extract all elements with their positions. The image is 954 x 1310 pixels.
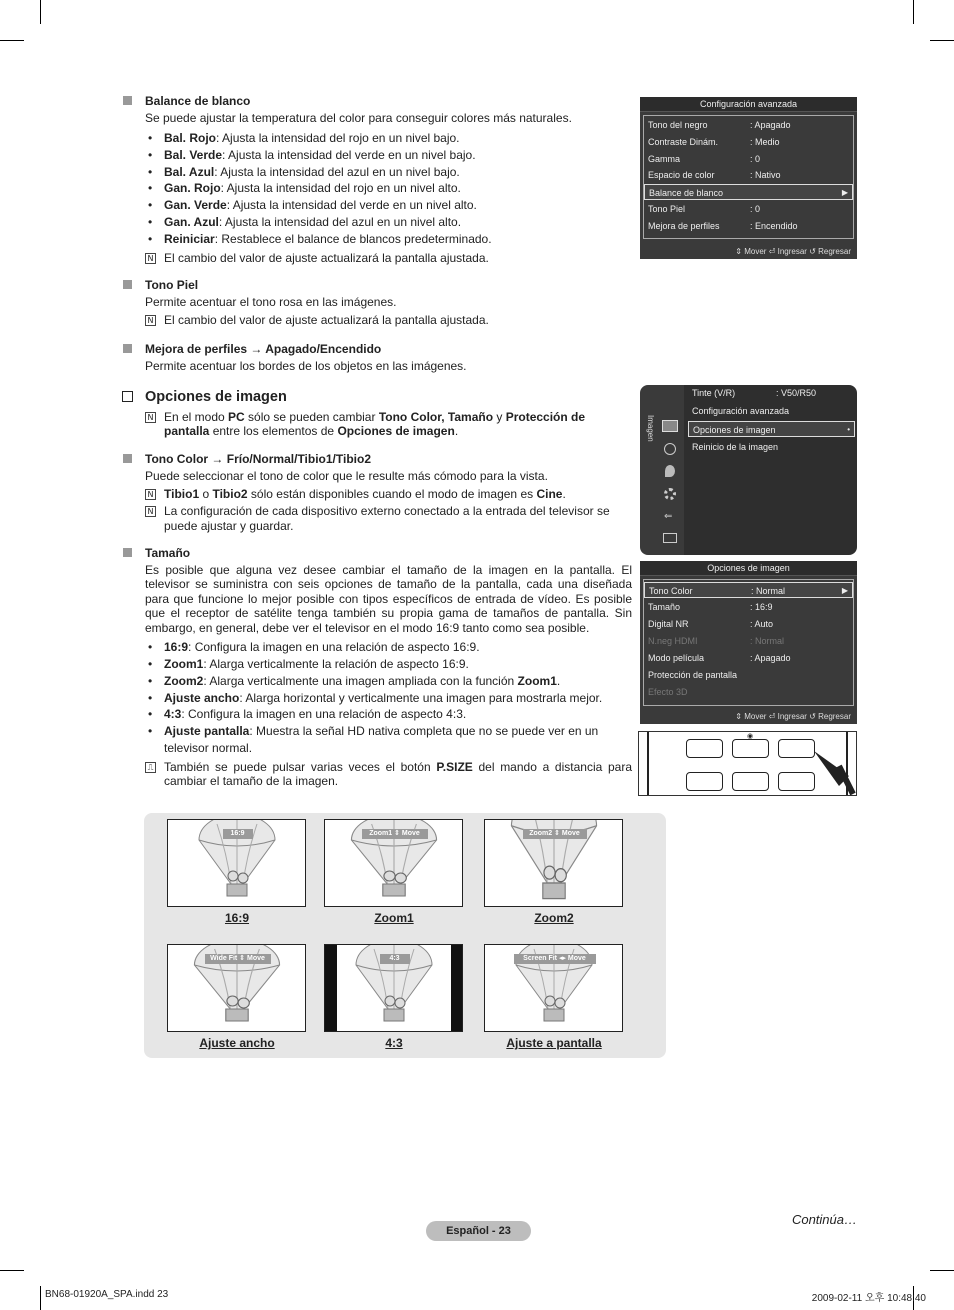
arrow-right-icon: • — [847, 425, 850, 434]
osd-menu-imagen — [640, 385, 857, 555]
note: N La configuración de cada dispositivo externo conectado a la entrada del televisor se puede ajustar y guardar. — [145, 504, 632, 533]
section-desc: Permite acentuar los bordes de los objetos en las imágenes. — [145, 358, 467, 373]
aspect-caption: Ajuste ancho — [199, 1036, 275, 1050]
page-number: Español - 23 — [426, 1221, 531, 1241]
crop-mark — [0, 40, 24, 41]
note: ⎍ También se puede pulsar varias veces el botón P.SIZE del mando a distancia para cambiar el tamaño de la imagen. — [145, 760, 632, 789]
crop-mark — [0, 1270, 24, 1271]
section-balance-de-blanco — [122, 94, 632, 265]
osd-menu-item[interactable]: Tono Piel : 0 — [648, 204, 761, 214]
remote-control-illustration — [638, 731, 857, 796]
aspect-thumbnail — [324, 944, 463, 1032]
date-slug: 2009-02-11 오후 10:48:40 — [811, 1293, 926, 1304]
aspect-tag-label: 4:3 — [380, 954, 410, 964]
tamano-list — [145, 639, 632, 757]
bullet-item: • Ajuste ancho: Alarga horizontal y verticalmente una imagen para mostrarla mejor. — [145, 690, 632, 707]
aspect-caption: Zoom2 — [534, 911, 574, 925]
remote-button[interactable] — [686, 772, 723, 791]
bullet-item: • Gan. Azul: Ajusta la intensidad del azul en un nivel alto. — [145, 214, 632, 231]
square-bullet-icon — [123, 344, 132, 353]
aspect-caption: Zoom1 — [374, 911, 414, 925]
continua-text: Continúa… — [791, 1212, 857, 1227]
aspect-caption: Ajuste a pantalla — [506, 1036, 602, 1050]
section-desc: Es posible que alguna vez desee cambiar el tamaño de la imagen en la pantalla. El televisor se suministra con seis opciones de tamaño de la pantalla, cada una diseñada para que funcione lo mejor posible con tipos específicos de entrada de vídeo. Es posible que el receptor de satélite tenga también su propia gama de tamaños de pantalla. Sin embargo, en general, debe ver el televisor en el modo 16:9 tanto como sea posible. — [145, 563, 632, 635]
sound-icon[interactable] — [664, 443, 676, 455]
section-desc: Se puede ajustar la temperatura del color para conseguir colores más naturales. — [145, 111, 572, 125]
osd-opciones-de-imagen — [640, 561, 857, 724]
osd-menu-item[interactable]: Modo película : Apagado — [648, 653, 791, 663]
bullet-item: • Gan. Verde: Ajusta la intensidad del verde en un nivel alto. — [145, 197, 632, 214]
note: N En el modo PC sólo se pueden cambiar Tono Color, Tamaño y Protección de pantalla entre los elementos de Opciones de imagen. — [145, 410, 632, 439]
bullet-item: • 16:9: Configura la imagen en una relación de aspecto 16:9. — [145, 639, 632, 656]
remote-button[interactable] — [732, 772, 769, 791]
crop-mark — [40, 1286, 41, 1310]
aspect-thumbnail — [324, 819, 463, 907]
osd-menu-item[interactable]: Gamma : 0 — [648, 153, 761, 164]
note-icon: N — [145, 412, 156, 423]
square-bullet-icon — [123, 280, 132, 289]
osd-menu-item[interactable]: Tono del negro : Apagado — [648, 120, 791, 130]
bullet-item: • Zoom1: Alarga verticalmente la relación de aspecto 16:9. — [145, 656, 632, 673]
osd-menu-item[interactable]: Balance de blanco ▶ — [644, 184, 853, 200]
osd-menu-item[interactable]: Configuración avanzada — [692, 406, 790, 416]
square-bullet-icon — [123, 454, 132, 463]
setup-icon[interactable] — [664, 488, 676, 500]
note-icon: N — [145, 253, 156, 264]
bullet-item: • Ajuste pantalla: Muestra la señal HD nativa completa que no se puede ver en un televisor normal. — [145, 723, 632, 757]
osd-footer: ⇕ Mover ⏎ Ingresar ↺ Regresar — [735, 247, 851, 256]
arrow-right-icon: ▶ — [841, 188, 848, 198]
application-icon[interactable] — [663, 533, 677, 543]
osd-title: Configuración avanzada — [640, 97, 857, 112]
section-title: Balance de blanco — [145, 94, 251, 108]
arrow-right-icon: ▶ — [841, 586, 848, 595]
checkbox-bullet-icon — [122, 391, 133, 402]
osd-menu-item[interactable]: Reinicio de la imagen — [692, 442, 779, 452]
note-icon: N — [145, 506, 156, 517]
aspect-tag-label: Wide Fit ⇕ Move — [205, 954, 271, 964]
file-slug: BN68-01920A_SPA.indd 23 — [45, 1289, 169, 1300]
osd-title: Opciones de imagen — [640, 561, 857, 576]
crop-mark — [930, 40, 954, 41]
bullet-item: • Zoom2: Alarga verticalmente una imagen ampliada con la función Zoom1. — [145, 673, 632, 690]
crop-mark — [40, 0, 41, 24]
opciones-note — [122, 410, 632, 439]
aspect-tag-label: Zoom2 ⇕ Move — [523, 829, 587, 839]
section-title: Mejora de perfiles → Apagado/Encendido — [145, 341, 382, 356]
remote-button[interactable] — [686, 739, 723, 758]
heading-opciones-de-imagen: Opciones de imagen — [122, 388, 632, 406]
aspect-tag-label: Screen Fit ◂▸ Move — [514, 954, 596, 964]
osd-menu-item[interactable]: Tamaño : 16:9 — [648, 602, 773, 612]
osd-menu-item[interactable]: Efecto 3D — [648, 687, 688, 697]
bullet-item: • Gan. Rojo: Ajusta la intensidad del rojo en un nivel alto. — [145, 180, 632, 197]
bullet-item: • Bal. Azul: Ajusta la intensidad del azul en un nivel bajo. — [145, 164, 632, 181]
bullet-item: • Bal. Rojo: Ajusta la intensidad del rojo en un nivel bajo. — [145, 130, 632, 147]
aspect-thumbnail — [167, 819, 306, 907]
square-bullet-icon — [123, 548, 132, 557]
aspect-thumbnail — [484, 944, 623, 1032]
section-mejora-de-perfiles — [122, 342, 632, 374]
section-desc: Puede seleccionar el tono de color que le resulte más cómodo para la vista. — [145, 468, 548, 483]
osd-menu-item[interactable]: Contraste Dinám. : Medio — [648, 136, 780, 147]
bullet-item: • Bal. Verde: Ajusta la intensidad del verde en un nivel bajo. — [145, 147, 632, 164]
osd-side-label: Imagen — [646, 415, 655, 442]
remote-note-icon: ⎍ — [145, 762, 156, 773]
section-title: Tamaño — [145, 546, 191, 561]
crop-mark — [913, 0, 914, 24]
aspect-caption: 4:3 — [385, 1036, 403, 1050]
section-title: Tono Piel — [145, 278, 199, 293]
osd-menu-item[interactable]: Protección de pantalla — [648, 670, 738, 680]
aspect-thumbnail — [167, 944, 306, 1032]
crop-mark — [930, 1270, 954, 1271]
osd-configuracion-avanzada — [640, 97, 857, 259]
note-icon: N — [145, 315, 156, 326]
section-tono-piel — [122, 278, 632, 328]
osd-menu-item[interactable]: Digital NR : Auto — [648, 619, 774, 629]
pointer-arrow-icon — [809, 746, 869, 796]
osd-menu-item[interactable]: Espacio de color : Nativo — [648, 170, 781, 181]
note-icon: N — [145, 489, 156, 500]
osd-menu-item[interactable]: Opciones de imagen • — [688, 421, 855, 437]
channel-icon[interactable] — [665, 465, 675, 477]
main-content — [122, 94, 632, 789]
aspect-tag-label: 16:9 — [223, 829, 253, 839]
balance-list — [145, 130, 632, 248]
picture-icon[interactable] — [662, 420, 678, 432]
section-tamano — [122, 546, 632, 789]
aspect-thumbnail — [484, 819, 623, 907]
section-desc: Permite acentuar el tono rosa en las imágenes. — [145, 295, 397, 310]
note: N El cambio del valor de ajuste actualizará la pantalla ajustada. — [145, 251, 632, 266]
section-title: Tono Color → Frío/Normal/Tibio1/Tibio2 — [145, 451, 372, 466]
aspect-tag-label: Zoom1 ⇕ Move — [362, 829, 428, 839]
note: N El cambio del valor de ajuste actualizará la pantalla ajustada. — [145, 313, 632, 328]
aspect-caption: 16:9 — [224, 911, 250, 925]
osd-menu-item[interactable]: Tono Color : Normal ▶ — [644, 582, 853, 598]
osd-menu-item[interactable]: N.neg HDMI : Normal — [648, 636, 785, 646]
square-bullet-icon — [123, 96, 132, 105]
remote-led-icon: ◉ — [747, 733, 754, 740]
bullet-item: • 4:3: Configura la imagen en una relación de aspecto 4:3. — [145, 706, 632, 723]
remote-button-psize[interactable] — [732, 739, 769, 758]
aspect-ratio-panel — [144, 813, 666, 1058]
bullet-item: • Reiniciar: Restablece el balance de blancos predeterminado. — [145, 231, 632, 248]
osd-menu-item[interactable]: Tinte (V/R) : V50/R50 — [692, 388, 817, 398]
osd-footer: ⇕ Mover ⏎ Ingresar ↺ Regresar — [735, 712, 851, 721]
section-tono-color — [122, 452, 632, 534]
osd-menu-item[interactable]: Mejora de perfiles : Encendido — [648, 220, 798, 231]
input-icon[interactable]: ⇐ — [664, 511, 673, 522]
note: N Tibio1 o Tibio2 sólo están disponibles cuando el modo de imagen es Cine. — [145, 487, 632, 502]
